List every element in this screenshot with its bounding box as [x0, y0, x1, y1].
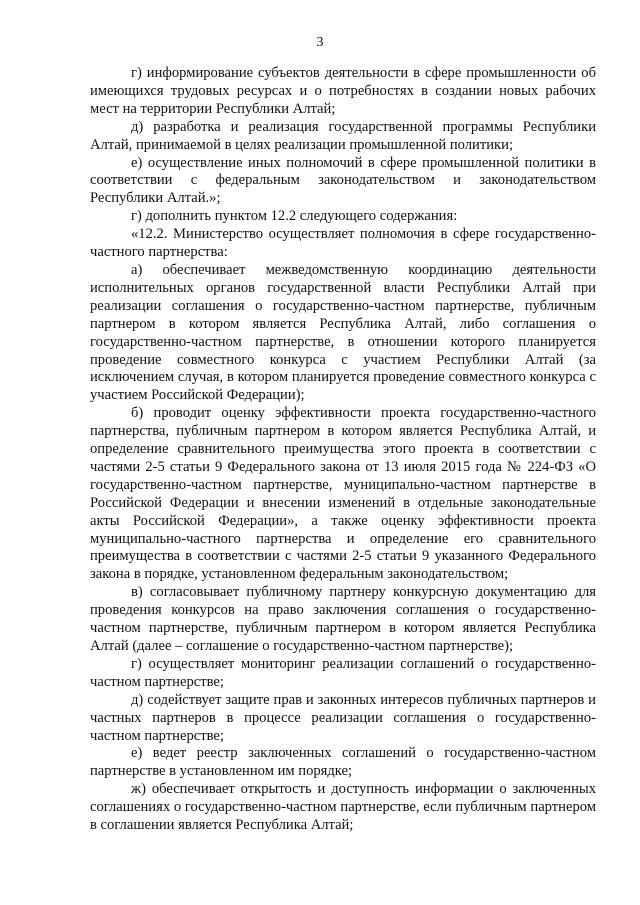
paragraph-zh-transparency: ж) обеспечивает открытость и доступность информации о заключенных соглашениях о государственно-частном партнерстве, если публичным партнером в соглашении является Республика Алтай; — [90, 781, 596, 834]
paragraph-a-coordination: а) обеспечивает межведомственную координацию деятельности исполнительных органов государственной власти Республики Алтай при реализации соглашения о государственно-частном партнерстве, публичным партнером в котором является Республика Алтай, либо соглашения о государственно-частном партнерстве, в отношении которого планируется проведение совместного конкурса с участием Республики Алтай (за исключением случая, в котором планируется проведение совместного конкурса с участием Российской Федерации); — [90, 261, 596, 404]
paragraph-12-2-heading: «12.2. Министерство осуществляет полномочия в сфере государственно-частного партнерства: — [90, 226, 596, 261]
paragraph-v-tender-documents: в) согласовывает публичному партнеру конкурсную документацию для проведения конкурсов на право заключения соглашения о государственно-частном партнерстве, публичным партнером в котором является Республика Алтай (далее – соглашение о государственно-частном партнерстве); — [90, 584, 596, 654]
paragraph-b-efficiency-assessment: б) проводит оценку эффективности проекта государственно-частного партнерства, публичным партнером в котором является Республика Алтай, и определение сравнительного преимущества этого проекта в соответствии с частями 2-5 статьи 9 Федерального закона от 13 июля 2015 года № 224-ФЗ «О государственно-частном партнерстве, муниципально-частном партнерстве в Российской Федерации и внесении изменений в отдельные законодательные акты Российской Федерации», а также оценку эффективности проекта муниципально-частного партнерства и определение его сравнительного преимущества в соответствии с частями 2-5 статьи 9 указанного Федерального закона в порядке, установленном федеральным законодательством; — [90, 405, 596, 583]
paragraph-d-state-program: д) разработка и реализация государственной программы Республики Алтай, принимаемой в целях реализации промышленной политики; — [90, 118, 596, 153]
paragraph-e-registry: е) ведет реестр заключенных соглашений о государственно-частном партнерстве в установленном им порядке; — [90, 745, 596, 780]
document-body — [90, 65, 596, 835]
paragraph-d-rights-protection: д) содействует защите прав и законных интересов публичных партнеров и частных партнеров в процессе реализации соглашения о государственно-частном партнерстве; — [90, 691, 596, 744]
paragraph-add-point-12-2: г) дополнить пунктом 12.2 следующего содержания: — [131, 208, 458, 225]
paragraph-e-other-powers: е) осуществление иных полномочий в сфере промышленной политики в соответствии с федеральным законодательством и законодательством Республики Алтай.»; — [90, 154, 596, 207]
paragraph-g-industry-info: г) информирование субъектов деятельности в сфере промышленности об имеющихся трудовых ресурсах и о потребностях в создании новых рабочих мест на территории Республики Алтай; — [90, 65, 596, 117]
page-number: 3 — [316, 35, 324, 50]
paragraph-g-monitoring: г) осуществляет мониторинг реализации соглашений о государственно-частном партнерстве; — [90, 655, 596, 690]
